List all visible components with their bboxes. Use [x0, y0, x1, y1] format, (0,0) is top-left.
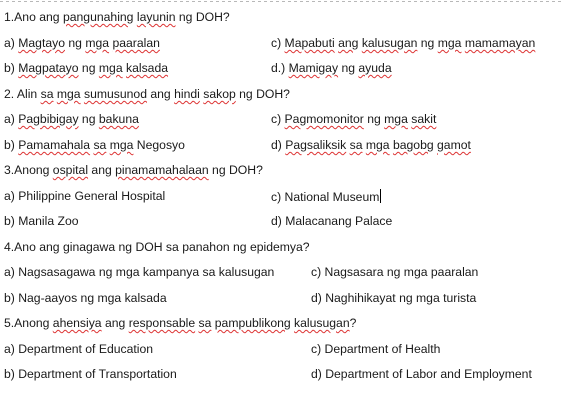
q4-choice-c	[311, 265, 478, 279]
spellcheck-word: Magtayo	[18, 36, 65, 50]
text-run: b)	[4, 61, 19, 75]
text-run: c) Department of Health	[311, 342, 441, 356]
text-run: c) Nagsasara ng mga paaralan	[311, 265, 479, 279]
spellcheck-word: bagobg	[392, 138, 434, 152]
text-run: ng DOH?	[175, 10, 230, 24]
spellcheck-word: mga	[365, 138, 390, 152]
question-1	[4, 10, 230, 24]
q5-choice-a	[4, 342, 153, 356]
q3-choice-c-text	[271, 190, 379, 204]
q3-choice-b	[4, 214, 79, 228]
q5-choice-b	[4, 367, 177, 381]
spellcheck-word: paaralan	[112, 36, 160, 50]
spellcheck-word: sa	[349, 138, 363, 152]
text-run: ng	[363, 112, 385, 126]
text-run: ng DOH?	[208, 163, 263, 177]
spellcheck-word: ayuda	[358, 61, 392, 75]
spellcheck-word: Magpatayo	[18, 61, 79, 75]
text-run: c)	[271, 112, 285, 126]
spellcheck-word: sa	[93, 138, 107, 152]
text-run: ng	[64, 36, 86, 50]
text-run: ang	[88, 163, 116, 177]
text-run: d) Department of Labor and Employment	[311, 367, 532, 381]
spellcheck-word: pampublikong	[214, 316, 291, 330]
text-run: b) Nag-aayos ng mga kalsada	[4, 291, 167, 305]
spellcheck-word: Pagbibigay	[18, 112, 79, 126]
text-run: d) Malacanang Palace	[271, 214, 393, 228]
q5-choice-d	[311, 367, 532, 381]
question-4	[4, 240, 310, 254]
text-run: a) Philippine General Hospital	[4, 189, 166, 203]
text-run: d) Naghihikayat ng mga turista	[311, 291, 477, 305]
spellcheck-word: ahensiya	[52, 316, 102, 330]
spellcheck-word: pinamamahalaan	[115, 163, 209, 177]
spellcheck-word: sa	[40, 87, 54, 101]
spellcheck-word: responsable	[128, 316, 196, 330]
text-cursor	[380, 189, 381, 203]
q1-choice-a	[4, 36, 160, 50]
spellcheck-word: hindi	[174, 87, 200, 101]
text-run: ang	[101, 316, 129, 330]
spellcheck-word: Pagsaliksik	[285, 138, 347, 152]
text-run: Negosyo	[133, 138, 185, 152]
spellcheck-word: sa	[198, 316, 212, 330]
text-run: 1.Ano ang	[4, 10, 63, 24]
spellcheck-word: Mamigay	[288, 61, 339, 75]
q1-choice-c	[271, 36, 535, 50]
text-run: b) Manila Zoo	[4, 214, 79, 228]
text-run: a) Department of Education	[4, 342, 154, 356]
spellcheck-word: kalsada	[126, 61, 169, 75]
text-run: c) National Museum	[271, 190, 380, 204]
text-run: c)	[271, 36, 285, 50]
spellcheck-word: mga	[98, 61, 123, 75]
q3-choice-c	[271, 189, 381, 204]
spellcheck-word: mga	[85, 36, 110, 50]
text-run: b)	[4, 138, 19, 152]
q4-choice-d	[311, 291, 476, 305]
page-top-edge	[0, 0, 561, 4]
question-3	[4, 163, 263, 177]
q2-choice-d	[271, 138, 471, 152]
q3-choice-d	[271, 214, 392, 228]
text-run: 5.Anong	[4, 316, 53, 330]
text-run: 2. Alin	[4, 87, 41, 101]
text-run: a) Nagsasagawa ng mga kampanya sa kalusugan	[4, 265, 275, 279]
q2-choice-b	[4, 138, 185, 152]
spellcheck-word: mga	[384, 112, 408, 126]
spellcheck-word: kalusugan	[294, 316, 350, 330]
q4-choice-a	[4, 265, 274, 279]
spellcheck-word: mga	[109, 138, 134, 152]
spellcheck-word: gamot	[437, 138, 471, 152]
spellcheck-word: mga	[437, 36, 462, 50]
text-run: ng DOH?	[235, 87, 290, 101]
spellcheck-word: pangunahing	[62, 10, 134, 24]
text-run: b) Department of Transportation	[4, 367, 177, 381]
spellcheck-word: mamamayan	[464, 36, 536, 50]
spellcheck-word: Mapabuti	[284, 36, 335, 50]
spellcheck-word: bakuna	[98, 112, 139, 126]
text-run: ng	[338, 61, 359, 75]
spellcheck-word: Pagmomonitor	[284, 112, 364, 126]
question-2	[4, 87, 290, 101]
spellcheck-word: sumusunod	[83, 87, 147, 101]
text-run: d)	[271, 138, 286, 152]
spellcheck-word: ang	[338, 36, 359, 50]
text-run: ?	[349, 316, 357, 330]
q2-choice-c	[271, 112, 436, 126]
q1-choice-d	[271, 61, 392, 75]
spellcheck-word: Pamamahala	[18, 138, 91, 152]
q2-choice-a	[4, 112, 139, 126]
text-run: ng	[78, 112, 99, 126]
q5-choice-c	[311, 342, 440, 356]
spellcheck-word: sakop	[203, 87, 236, 101]
q4-choice-b	[4, 291, 167, 305]
spellcheck-word: mga	[56, 87, 81, 101]
spellcheck-word: kalusugan	[361, 36, 418, 50]
text-run: 3.Anong	[4, 163, 53, 177]
q3-choice-a	[4, 189, 165, 203]
q1-choice-b	[4, 61, 168, 75]
spellcheck-word: layunin	[136, 10, 176, 24]
question-5	[4, 316, 356, 330]
text-run: a)	[4, 112, 19, 126]
text-run: a)	[4, 36, 19, 50]
text-run: 4.Ano ang ginagawa ng DOH sa panahon ng epidemya?	[4, 240, 310, 254]
text-run: ng	[417, 36, 438, 50]
spellcheck-word: ospital	[52, 163, 89, 177]
text-run: ang	[146, 87, 175, 101]
text-run: d.)	[271, 61, 289, 75]
text-run: ng	[78, 61, 99, 75]
spellcheck-word: sakit	[411, 112, 437, 126]
